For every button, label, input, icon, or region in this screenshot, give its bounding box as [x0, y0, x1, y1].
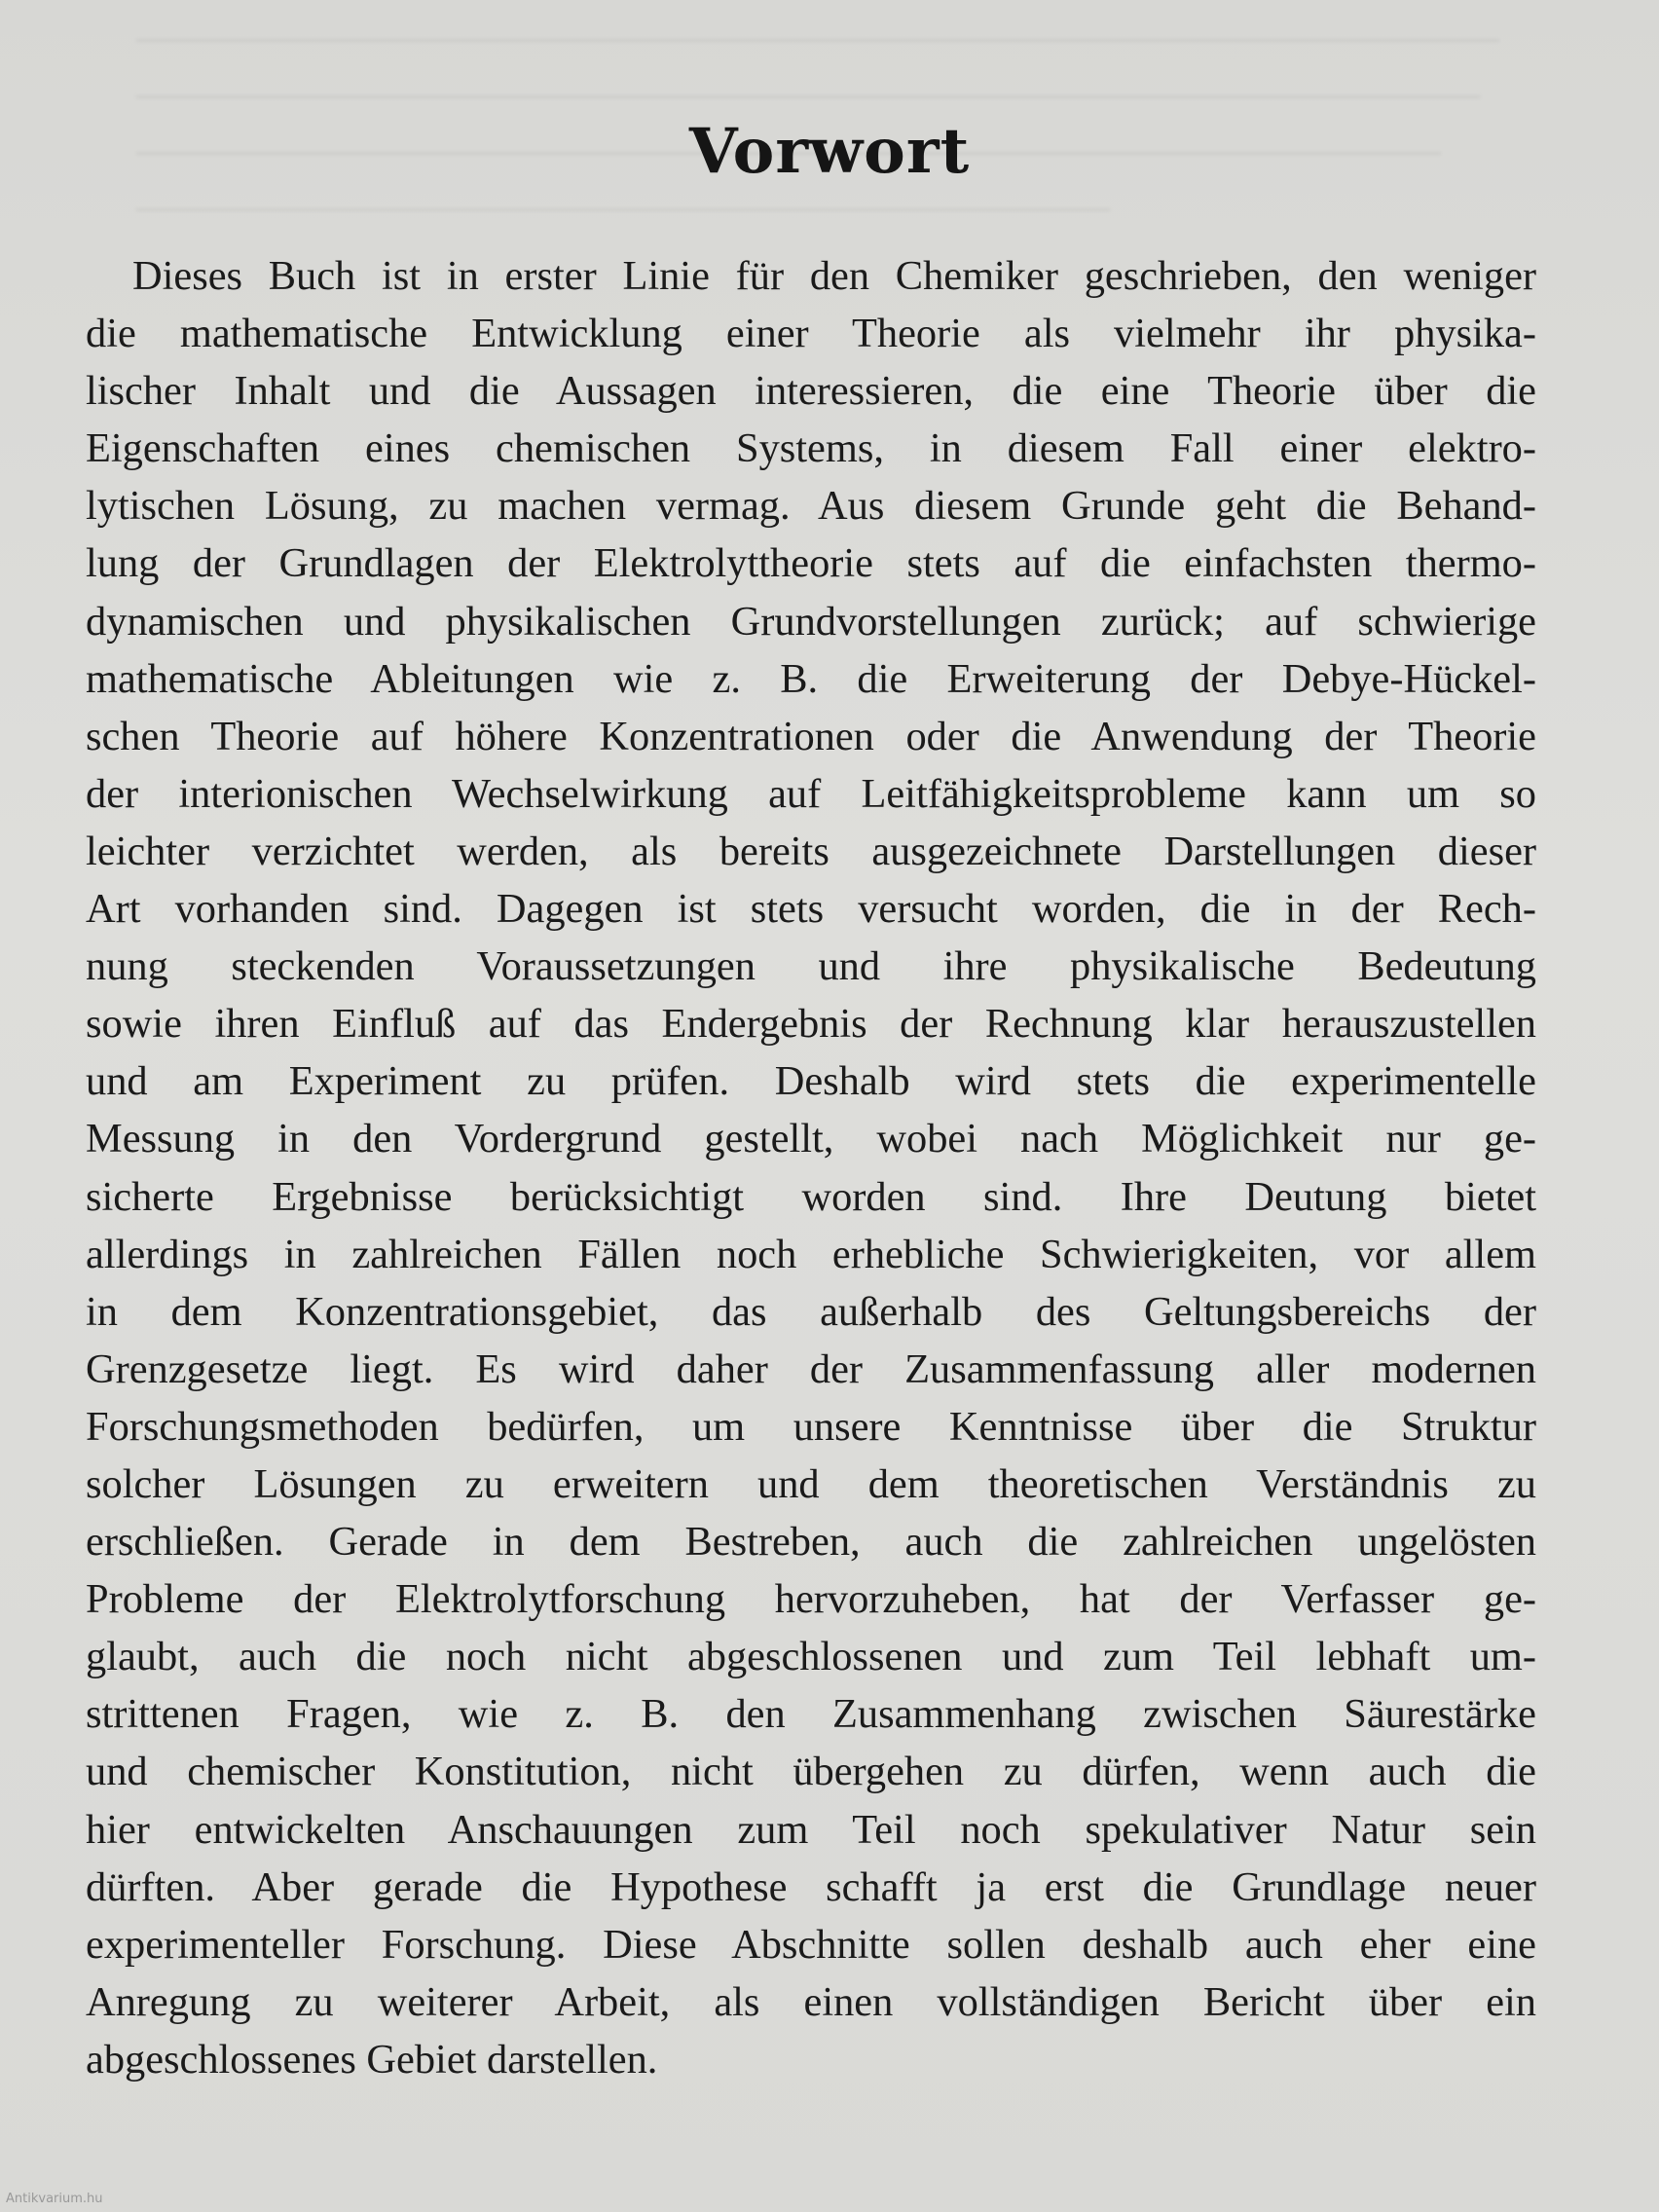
text-line: in dem Konzentrationsgebiet, das außerhalb des Geltungsbereichs der	[86, 1288, 1536, 1335]
text-line: allerdings in zahlreichen Fällen noch erhebliche Schwierigkeiten, vor allem	[86, 1231, 1536, 1277]
text-line: und chemischer Konstitution, nicht übergehen zu dürfen, wenn auch die	[86, 1749, 1536, 1795]
text-line: der interionischen Wechselwirkung auf Leitfähigkeitsprobleme kann um so	[86, 770, 1536, 817]
text-line: schen Theorie auf höhere Konzentrationen oder die Anwendung der Theorie	[86, 713, 1536, 759]
text-line: erschließen. Gerade in dem Bestreben, auch die zahlreichen ungelösten	[86, 1519, 1536, 1566]
text-line: abgeschlossenes Gebiet darstellen.	[86, 2036, 658, 2083]
text-line: dürften. Aber gerade die Hypothese schafft ja erst die Grundlage neuer	[86, 1863, 1536, 1910]
text-line: strittenen Fragen, wie z. B. den Zusammenhang zwischen Säurestärke	[86, 1691, 1536, 1738]
text-line: mathematische Ableitungen wie z. B. die Erweiterung der Debye-Hückel-	[86, 655, 1536, 702]
text-line: Forschungsmethoden bedürfen, um unsere Kenntnisse über die Struktur	[86, 1403, 1536, 1450]
text-line: Probleme der Elektrolytforschung hervorzuheben, hat der Verfasser ge-	[86, 1576, 1536, 1623]
text-line: experimenteller Forschung. Diese Abschnitte sollen deshalb auch eher eine	[86, 1921, 1536, 1968]
preface-text	[86, 247, 1536, 2088]
text-line: lischer Inhalt und die Aussagen interessieren, die eine Theorie über die	[86, 368, 1536, 415]
text-line: Art vorhanden sind. Dagegen ist stets versucht worden, die in der Rech-	[86, 886, 1536, 933]
text-line: nung steckenden Voraussetzungen und ihre physikalische Bedeutung	[86, 943, 1536, 990]
text-line: lung der Grundlagen der Elektrolyttheorie stets auf die einfachsten thermo-	[86, 540, 1536, 587]
text-line: sicherte Ergebnisse berücksichtigt worden sind. Ihre Deutung bietet	[86, 1173, 1536, 1220]
text-line: solcher Lösungen zu erweitern und dem theoretischen Verständnis zu	[86, 1460, 1536, 1507]
show-through-line	[136, 208, 1110, 211]
text-line: und am Experiment zu prüfen. Deshalb wird stets die experimentelle	[86, 1058, 1536, 1105]
text-line: Dieses Buch ist in erster Linie für den Chemiker geschrieben, den weniger	[132, 253, 1536, 299]
text-line: glaubt, auch die noch nicht abgeschlossenen und zum Teil lebhaft um-	[86, 1634, 1536, 1680]
text-line: Eigenschaften eines chemischen Systems, in diesem Fall einer elektro-	[86, 425, 1536, 472]
text-line: die mathematische Entwicklung einer Theorie als vielmehr ihr physika-	[86, 311, 1536, 357]
text-line: Grenzgesetze liegt. Es wird daher der Zusammenfassung aller modernen	[86, 1346, 1536, 1392]
show-through-line	[136, 95, 1480, 98]
show-through-line	[136, 39, 1499, 42]
text-line: Anregung zu weiterer Arbeit, als einen vollständigen Bericht über ein	[86, 1978, 1536, 2025]
text-line: leichter verzichtet werden, als bereits ausgezeichnete Darstellungen dieser	[86, 828, 1536, 874]
text-line: sowie ihren Einfluß auf das Endergebnis der Rechnung klar herauszustellen	[86, 1001, 1536, 1048]
text-line: hier entwickelten Anschauungen zum Teil noch spekulativer Natur sein	[86, 1806, 1536, 1853]
text-line: dynamischen und physikalischen Grundvorstellungen zurück; auf schwierige	[86, 598, 1536, 645]
text-line: Messung in den Vordergrund gestellt, wobei nach Möglichkeit nur ge-	[86, 1116, 1536, 1162]
page-title: Vorwort	[688, 115, 971, 188]
text-line: lytischen Lösung, zu machen vermag. Aus diesem Grunde geht die Behand-	[86, 483, 1536, 530]
watermark: Antikvarium.hu	[6, 2192, 103, 2206]
